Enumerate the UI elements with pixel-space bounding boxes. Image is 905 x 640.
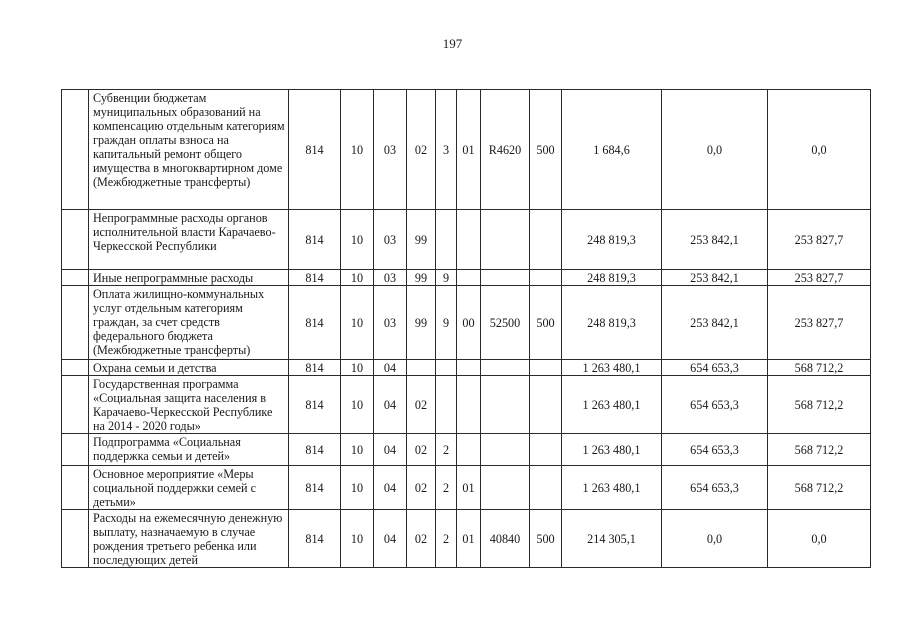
amount-year-1: 248 819,3 (562, 286, 662, 360)
event-code (457, 270, 481, 286)
amount-year-1: 248 819,3 (562, 210, 662, 270)
amount-year-2: 253 842,1 (662, 210, 768, 270)
row-margin-cell (62, 270, 89, 286)
admin-code: 814 (289, 376, 341, 434)
amount-year-1: 1 263 480,1 (562, 466, 662, 510)
expense-type-code (530, 270, 562, 286)
table-row (62, 510, 871, 568)
subprogram-code: 9 (436, 270, 457, 286)
direction-code (481, 210, 530, 270)
admin-code: 814 (289, 90, 341, 210)
subprogram-code (436, 210, 457, 270)
direction-code (481, 466, 530, 510)
table-row (62, 466, 871, 510)
direction-code: R4620 (481, 90, 530, 210)
program-code (407, 360, 436, 376)
program-code: 99 (407, 270, 436, 286)
direction-code (481, 434, 530, 466)
table-row (62, 270, 871, 286)
row-name: Субвенции бюджетам муниципальных образований на компенсацию отдельным категориям граждан оплаты взноса на капитальный ремонт общего имущества в многоквартирном доме (Межбюджетные трансферты) (89, 90, 289, 210)
section-code: 10 (341, 434, 374, 466)
amount-year-1: 248 819,3 (562, 270, 662, 286)
expense-type-code: 500 (530, 90, 562, 210)
program-code: 99 (407, 210, 436, 270)
subprogram-code: 2 (436, 434, 457, 466)
subprogram-code: 2 (436, 466, 457, 510)
subsection-code: 04 (374, 360, 407, 376)
subsection-code: 04 (374, 466, 407, 510)
row-name: Подпрограмма «Социальная поддержка семьи и детей» (89, 434, 289, 466)
budget-table (61, 89, 871, 568)
program-code: 02 (407, 466, 436, 510)
amount-year-2: 654 653,3 (662, 360, 768, 376)
subsection-code: 04 (374, 376, 407, 434)
admin-code: 814 (289, 466, 341, 510)
event-code: 01 (457, 510, 481, 568)
expense-type-code (530, 434, 562, 466)
program-code: 02 (407, 510, 436, 568)
direction-code: 52500 (481, 286, 530, 360)
direction-code (481, 376, 530, 434)
amount-year-3: 568 712,2 (768, 376, 871, 434)
expense-type-code (530, 376, 562, 434)
row-margin-cell (62, 286, 89, 360)
direction-code (481, 270, 530, 286)
admin-code: 814 (289, 510, 341, 568)
section-code: 10 (341, 510, 374, 568)
program-code: 99 (407, 286, 436, 360)
amount-year-2: 0,0 (662, 510, 768, 568)
event-code: 01 (457, 466, 481, 510)
event-code: 01 (457, 90, 481, 210)
amount-year-2: 654 653,3 (662, 466, 768, 510)
amount-year-3: 253 827,7 (768, 270, 871, 286)
row-name: Государственная программа «Социальная защита населения в Карачаево-Черкесской Республике на 2014 - 2020 годы» (89, 376, 289, 434)
section-code: 10 (341, 270, 374, 286)
program-code: 02 (407, 376, 436, 434)
expense-type-code (530, 210, 562, 270)
section-code: 10 (341, 90, 374, 210)
amount-year-3: 568 712,2 (768, 434, 871, 466)
event-code (457, 434, 481, 466)
row-margin-cell (62, 360, 89, 376)
table-row (62, 434, 871, 466)
row-margin-cell (62, 466, 89, 510)
section-code: 10 (341, 376, 374, 434)
direction-code (481, 360, 530, 376)
row-name: Охрана семьи и детства (89, 360, 289, 376)
page-number: 197 (442, 36, 463, 51)
admin-code: 814 (289, 286, 341, 360)
table-row (62, 286, 871, 360)
amount-year-3: 0,0 (768, 510, 871, 568)
row-margin-cell (62, 376, 89, 434)
row-margin-cell (62, 434, 89, 466)
subprogram-code (436, 376, 457, 434)
section-code: 10 (341, 286, 374, 360)
admin-code: 814 (289, 360, 341, 376)
section-code: 10 (341, 210, 374, 270)
amount-year-1: 1 263 480,1 (562, 434, 662, 466)
section-code: 10 (341, 466, 374, 510)
event-code: 00 (457, 286, 481, 360)
subsection-code: 03 (374, 270, 407, 286)
row-name: Иные непрограммные расходы (89, 270, 289, 286)
expense-type-code (530, 360, 562, 376)
subsection-code: 03 (374, 210, 407, 270)
amount-year-3: 253 827,7 (768, 210, 871, 270)
table-row (62, 376, 871, 434)
admin-code: 814 (289, 210, 341, 270)
event-code (457, 376, 481, 434)
subprogram-code: 2 (436, 510, 457, 568)
program-code: 02 (407, 434, 436, 466)
amount-year-1: 1 263 480,1 (562, 376, 662, 434)
amount-year-1: 1 684,6 (562, 90, 662, 210)
table-row (62, 210, 871, 270)
row-margin-cell (62, 210, 89, 270)
row-name: Расходы на ежемесячную денежную выплату, назначаемую в случае рождения третьего ребенка или последующих детей (89, 510, 289, 568)
amount-year-1: 1 263 480,1 (562, 360, 662, 376)
table-row (62, 90, 871, 210)
subprogram-code (436, 360, 457, 376)
amount-year-2: 253 842,1 (662, 270, 768, 286)
expense-type-code: 500 (530, 510, 562, 568)
table-row (62, 360, 871, 376)
subprogram-code: 9 (436, 286, 457, 360)
event-code (457, 360, 481, 376)
amount-year-2: 654 653,3 (662, 434, 768, 466)
row-name: Оплата жилищно-коммунальных услуг отдельным категориям граждан, за счет средств федерального бюджета (Межбюджетные трансферты) (89, 286, 289, 360)
expense-type-code: 500 (530, 286, 562, 360)
amount-year-3: 568 712,2 (768, 466, 871, 510)
amount-year-2: 0,0 (662, 90, 768, 210)
event-code (457, 210, 481, 270)
subsection-code: 04 (374, 510, 407, 568)
admin-code: 814 (289, 270, 341, 286)
row-name: Основное мероприятие «Меры социальной поддержки семей с детьми» (89, 466, 289, 510)
program-code: 02 (407, 90, 436, 210)
amount-year-2: 253 842,1 (662, 286, 768, 360)
direction-code: 40840 (481, 510, 530, 568)
subprogram-code: 3 (436, 90, 457, 210)
amount-year-1: 214 305,1 (562, 510, 662, 568)
amount-year-3: 253 827,7 (768, 286, 871, 360)
amount-year-2: 654 653,3 (662, 376, 768, 434)
section-code: 10 (341, 360, 374, 376)
row-name: Непрограммные расходы органов исполнительной власти Карачаево-Черкесской Республики (89, 210, 289, 270)
expense-type-code (530, 466, 562, 510)
subsection-code: 04 (374, 434, 407, 466)
amount-year-3: 0,0 (768, 90, 871, 210)
row-margin-cell (62, 510, 89, 568)
subsection-code: 03 (374, 90, 407, 210)
subsection-code: 03 (374, 286, 407, 360)
admin-code: 814 (289, 434, 341, 466)
row-margin-cell (62, 90, 89, 210)
amount-year-3: 568 712,2 (768, 360, 871, 376)
